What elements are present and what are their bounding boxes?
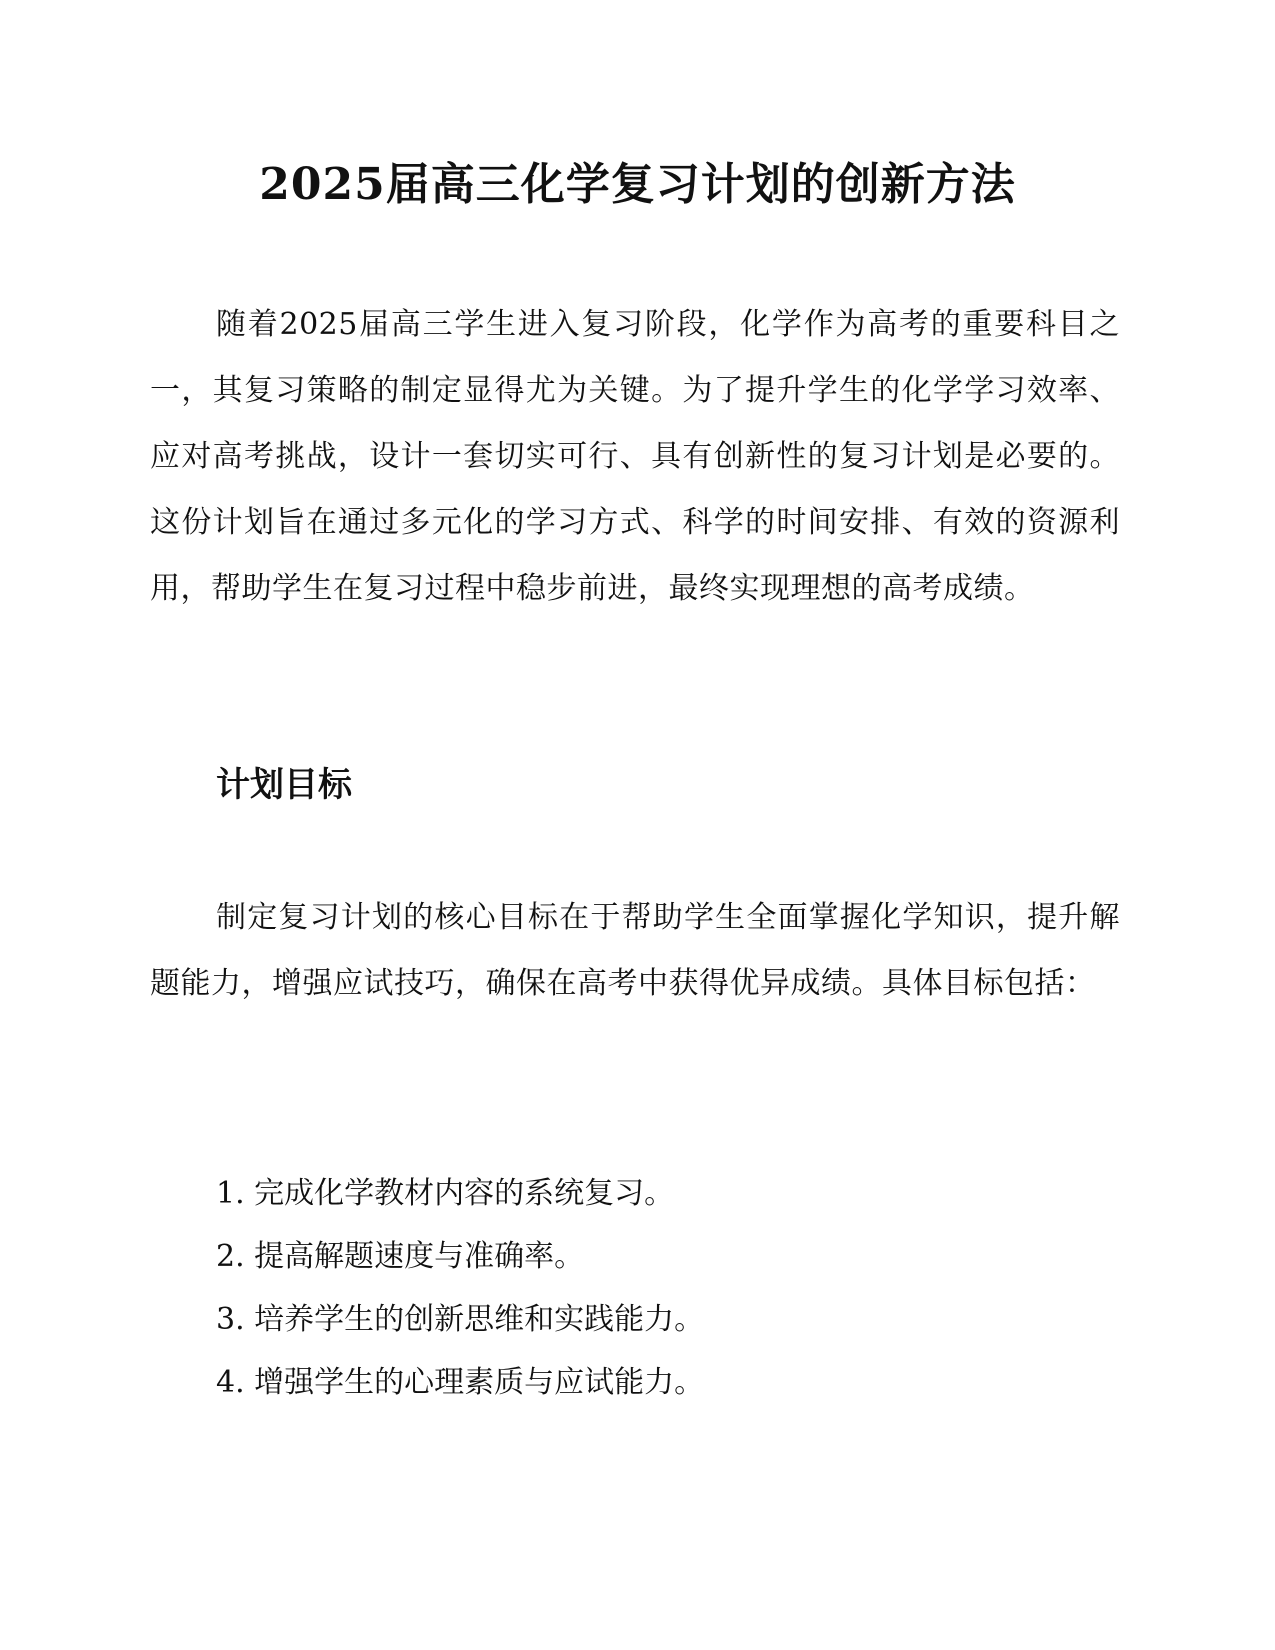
goal-item: 1. 完成化学教材内容的系统复习。 (216, 1176, 675, 1211)
goal-item: 4. 增强学生的心理素质与应试能力。 (216, 1365, 705, 1400)
intro-paragraph: 随着2025届高三学生进入复习阶段，化学作为高考的重要科目之一，其复习策略的制定显得尤为关键。为了提升学生的化学学习效率、应对高考挑战，设计一套切实可行、具有创新性的复习计划是必要的。这份计划旨在通过多元化的学习方式、科学的时间安排、有效的资源利用，帮助学生在复习过程中稳步前进，最终实现理想的高考成绩。 (150, 307, 1120, 606)
document-title: 2025届高三化学复习计划的创新方法 (259, 159, 1016, 210)
goal-list (216, 1162, 704, 1414)
goals-paragraph: 制定复习计划的核心目标在于帮助学生全面掌握化学知识，提升解题能力，增强应试技巧，确保在高考中获得优异成绩。具体目标包括： (150, 900, 1120, 1001)
goal-item: 3. 培养学生的创新思维和实践能力。 (216, 1302, 705, 1337)
goal-item: 2. 提高解题速度与准确率。 (216, 1239, 585, 1274)
section-heading-plan-goals: 计划目标 (216, 765, 352, 805)
